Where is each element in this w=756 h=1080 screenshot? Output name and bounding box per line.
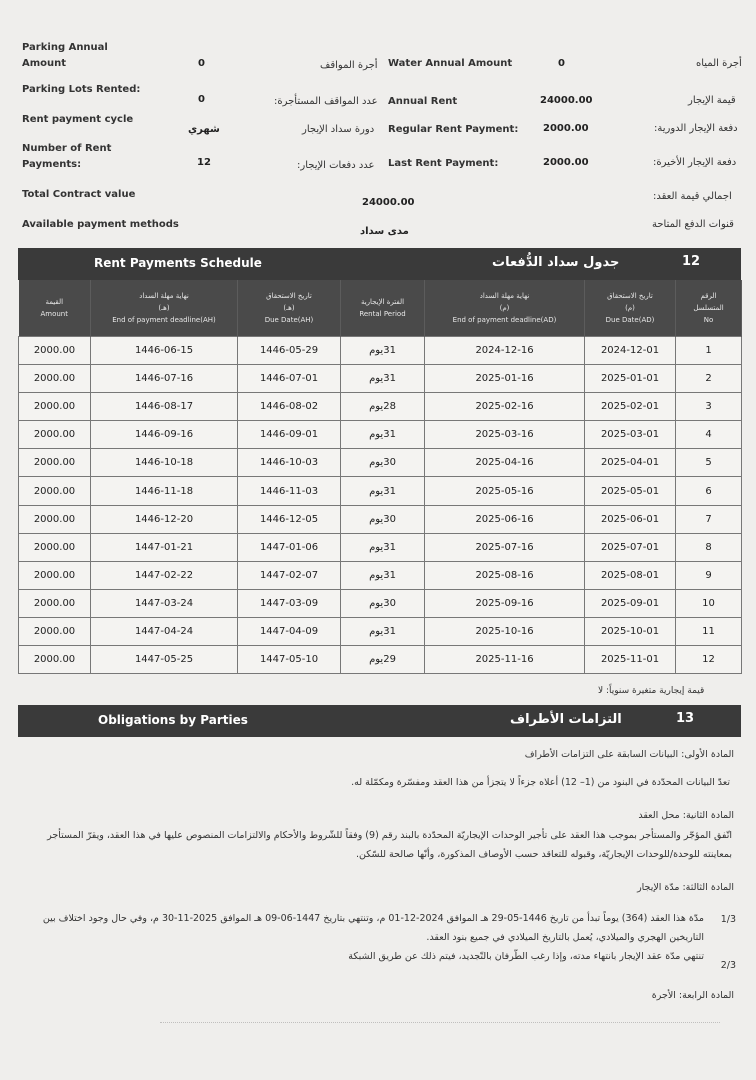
- cell-amount: 2000.00: [19, 449, 91, 477]
- cell-amount: 2000.00: [19, 421, 91, 449]
- rent-cycle-value: شهري: [188, 124, 220, 135]
- water-annual-value: 0: [558, 58, 565, 69]
- cell-end-ah: 1447-05-25: [91, 646, 238, 674]
- table-row: [19, 393, 742, 421]
- col-no-ar1: الرقم: [700, 292, 717, 300]
- cell-amount: 2000.00: [19, 646, 91, 674]
- cell-due-ah: 1446-12-05: [238, 505, 341, 533]
- cell-due-ad: 2025-02-01: [585, 393, 676, 421]
- last-payment-label: Last Rent Payment:: [388, 158, 499, 169]
- table-row: [19, 646, 742, 674]
- cell-period: 31يوم: [341, 421, 425, 449]
- total-contract-ar: اجمالي قيمة العقد:: [653, 191, 732, 202]
- cell-due-ah: 1447-03-09: [238, 589, 341, 617]
- cell-due-ad: 2025-06-01: [585, 505, 676, 533]
- schedule-title-ar: جدول سداد الدُّفعات: [492, 255, 620, 270]
- cell-end-ah: 1447-02-22: [91, 561, 238, 589]
- col-due-ah-header: [238, 280, 341, 337]
- cell-end-ad: 2025-06-16: [425, 505, 585, 533]
- parking-annual-label: Parking Annual Amount: [22, 42, 108, 69]
- water-annual-label: Water Annual Amount: [388, 58, 513, 69]
- cell-amount: 2000.00: [19, 393, 91, 421]
- obligations-number: 13: [676, 711, 695, 726]
- parking-lots-ar: عدد المواقف المستأجرة:: [274, 96, 378, 107]
- cell-period: 31يوم: [341, 477, 425, 505]
- cell-no: 4: [676, 421, 742, 449]
- cell-due-ad: 2025-03-01: [585, 421, 676, 449]
- cell-end-ad: 2025-05-16: [425, 477, 585, 505]
- cell-due-ah: 1446-10-03: [238, 449, 341, 477]
- schedule-header-row: [19, 280, 742, 337]
- payment-methods-label: Available payment methods: [22, 219, 179, 230]
- cell-due-ad: 2025-05-01: [585, 477, 676, 505]
- article4-title: المادة الرابعة: الأجرة: [651, 990, 734, 1001]
- table-row: [19, 533, 742, 561]
- payment-methods-ar: قنوات الدفع المتاحة: [652, 219, 734, 230]
- cell-due-ah: 1446-08-02: [238, 393, 341, 421]
- cell-end-ah: 1447-01-21: [91, 533, 238, 561]
- table-row: [19, 337, 742, 365]
- cell-no: 3: [676, 393, 742, 421]
- col-end-ah-header: [91, 280, 238, 337]
- cell-end-ah: 1447-03-24: [91, 589, 238, 617]
- cell-end-ad: 2025-07-16: [425, 533, 585, 561]
- cell-period: 29يوم: [341, 646, 425, 674]
- cell-end-ah: 1446-09-16: [91, 421, 238, 449]
- obligations-title-en: Obligations by Parties: [98, 713, 248, 727]
- cell-end-ad: 2025-01-16: [425, 365, 585, 393]
- table-row: [19, 561, 742, 589]
- col-due-ah-ar: تاريخ الاستحقاق: [266, 292, 312, 300]
- cell-period: 31يوم: [341, 561, 425, 589]
- rent-cycle-label: Rent payment cycle: [22, 114, 134, 125]
- table-row: [19, 617, 742, 645]
- col-no-en: No: [703, 316, 714, 324]
- regular-payment-label: Regular Rent Payment:: [388, 124, 519, 135]
- col-end-ad-header: [425, 280, 585, 337]
- num-payments-ar: عدد دفعات الإيجار:: [297, 160, 375, 171]
- cell-end-ah: 1446-12-20: [91, 505, 238, 533]
- total-contract-value: 24000.00: [362, 197, 415, 208]
- cell-end-ah: 1446-07-16: [91, 365, 238, 393]
- col-period-header: [341, 280, 425, 337]
- col-due-ad-ar: تاريخ الاستحقاق: [607, 292, 653, 300]
- last-payment-ar: دفعة الإيجار الأخيرة:: [653, 157, 737, 168]
- cell-end-ah: 1446-08-17: [91, 393, 238, 421]
- num-payments-value: 12: [197, 157, 211, 168]
- cell-end-ah: 1446-06-15: [91, 337, 238, 365]
- annual-rent-value: 24000.00: [540, 95, 593, 106]
- col-end-ah-h: (هـ): [158, 304, 170, 312]
- cell-end-ad: 2025-11-16: [425, 646, 585, 674]
- cell-no: 1: [676, 337, 742, 365]
- regular-payment-ar: دفعة الإيجار الدورية:: [654, 123, 738, 134]
- schedule-table: [18, 280, 742, 674]
- cell-end-ad: 2025-08-16: [425, 561, 585, 589]
- article2-title: المادة الثانية: محل العقد: [638, 810, 734, 821]
- cell-end-ad: 2025-10-16: [425, 617, 585, 645]
- col-due-ah-en: Due Date(AH): [264, 316, 314, 324]
- water-annual-ar: أجرة المياه: [696, 58, 742, 69]
- cell-no: 9: [676, 561, 742, 589]
- cell-due-ad: 2025-09-01: [585, 589, 676, 617]
- cell-due-ad: 2024-12-01: [585, 337, 676, 365]
- cell-due-ah: 1446-05-29: [238, 337, 341, 365]
- col-end-ad-en: End of payment deadline(AD): [452, 316, 557, 324]
- cell-amount: 2000.00: [19, 337, 91, 365]
- cell-due-ad: 2025-11-01: [585, 646, 676, 674]
- parking-lots-label: Parking Lots Rented:: [22, 84, 141, 95]
- col-no-ar2: المتسلسل: [693, 304, 724, 312]
- cell-amount: 2000.00: [19, 561, 91, 589]
- cell-amount: 2000.00: [19, 589, 91, 617]
- schedule-body: [19, 337, 742, 674]
- cell-no: 6: [676, 477, 742, 505]
- cell-period: 30يوم: [341, 589, 425, 617]
- variable-rent-note: قيمة إيجارية متغيرة سنوياً: لا: [598, 686, 705, 696]
- cell-no: 5: [676, 449, 742, 477]
- cell-end-ah: 1446-11-18: [91, 477, 238, 505]
- col-period-ar: الفترة الإيجارية: [360, 298, 405, 306]
- cell-due-ah: 1447-02-07: [238, 561, 341, 589]
- regular-payment-value: 2000.00: [543, 123, 589, 134]
- article1-title: المادة الأولى: البيانات السابقة على التزامات الأطراف: [524, 749, 734, 760]
- cell-due-ah: 1446-11-03: [238, 477, 341, 505]
- col-period-en: Rental Period: [359, 310, 406, 318]
- cell-no: 8: [676, 533, 742, 561]
- schedule-header-bar: [18, 248, 741, 280]
- cell-due-ah: 1446-07-01: [238, 365, 341, 393]
- cell-end-ad: 2025-04-16: [425, 449, 585, 477]
- cell-no: 7: [676, 505, 742, 533]
- article3-1-text: مدّة هذا العقد (364) يوماً تبدأ من تاريخ 1446-05-29 هـ الموافق 2024-12-01 م، وتنتهي بتاريخ 1447-06-09 هـ الموافق 2025-11-30 م، وفي حال وجود اختلاف بين التاريخين الهجري والميلادي، يُعمل بالتاريخ الميلادي في جميع بنود العقد.: [42, 913, 704, 943]
- cell-period: 31يوم: [341, 617, 425, 645]
- cell-end-ad: 2024-12-16: [425, 337, 585, 365]
- schedule-number: 12: [682, 254, 701, 269]
- table-row: [19, 365, 742, 393]
- cell-due-ad: 2025-04-01: [585, 449, 676, 477]
- cell-amount: 2000.00: [19, 365, 91, 393]
- cell-due-ah: 1447-05-10: [238, 646, 341, 674]
- col-end-ad-m: (م): [499, 304, 510, 312]
- col-due-ah-h: (هـ): [283, 304, 295, 312]
- cell-end-ad: 2025-09-16: [425, 589, 585, 617]
- cell-due-ah: 1447-04-09: [238, 617, 341, 645]
- article3-2-text: تنتهي مدّة عقد الإيجار بانتهاء مدته، وإذا رغب الطّرفان بالتّجديد، فيتم ذلك عن طريق الشبكة: [348, 951, 704, 962]
- num-payments-label: Number of Rent Payments:: [22, 143, 112, 170]
- obligations-header-bar: [18, 705, 741, 737]
- cell-due-ad: 2025-10-01: [585, 617, 676, 645]
- col-end-ad-ar: نهاية مهلة السداد: [479, 292, 530, 300]
- cell-due-ad: 2025-08-01: [585, 561, 676, 589]
- article2-text: اتّفق المؤجّر والمستأجر بموجب هذا العقد على تأجير الوحدات الإيجاريّة المحدّدة بالبند رقم (9) وفقاً للشّروط والأحكام والالتزامات المنصوص عليها في هذا العقد، ويقرّ المستأجر بمعاينته للوحدة/للوحدات الإيجاريّة، وقبوله للتعاقد حسب الأوصاف المذكورة، وأنّها صالحة للسّكن.: [47, 830, 732, 860]
- cell-period: 30يوم: [341, 505, 425, 533]
- table-row: [19, 589, 742, 617]
- cell-no: 11: [676, 617, 742, 645]
- payment-methods-value: مدى سداد: [360, 226, 409, 237]
- cell-due-ad: 2025-01-01: [585, 365, 676, 393]
- cell-period: 31يوم: [341, 337, 425, 365]
- parking-lots-value: 0: [198, 94, 205, 105]
- last-payment-value: 2000.00: [543, 157, 589, 168]
- article3-2-num: 2/3: [720, 960, 736, 971]
- col-no-header: [676, 280, 742, 337]
- col-due-ad-m: (م): [625, 304, 635, 312]
- cell-end-ah: 1446-10-18: [91, 449, 238, 477]
- cell-period: 30يوم: [341, 449, 425, 477]
- table-row: [19, 449, 742, 477]
- obligations-title-ar: التزامات الأطراف: [510, 712, 622, 727]
- cell-amount: 2000.00: [19, 533, 91, 561]
- cell-end-ad: 2025-02-16: [425, 393, 585, 421]
- cell-end-ad: 2025-03-16: [425, 421, 585, 449]
- cell-no: 10: [676, 589, 742, 617]
- col-amount-ar: القيمة: [45, 298, 64, 306]
- cell-amount: 2000.00: [19, 477, 91, 505]
- cell-period: 31يوم: [341, 533, 425, 561]
- col-amount-header: [19, 280, 91, 337]
- cell-amount: 2000.00: [19, 617, 91, 645]
- cell-no: 12: [676, 646, 742, 674]
- total-contract-label: Total Contract value: [22, 189, 136, 200]
- annual-rent-ar: قيمة الإيجار: [688, 95, 736, 106]
- col-due-ad-header: [585, 280, 676, 337]
- col-due-ad-en: Due Date(AD): [605, 316, 655, 324]
- article3-title: المادة الثالثة: مدّة الإيجار: [637, 882, 734, 893]
- schedule-title-en: Rent Payments Schedule: [94, 256, 262, 270]
- table-row: [19, 421, 742, 449]
- table-row: [19, 505, 742, 533]
- cell-due-ah: 1446-09-01: [238, 421, 341, 449]
- article3-1-num: 1/3: [720, 914, 736, 925]
- cell-due-ah: 1447-01-06: [238, 533, 341, 561]
- annual-rent-label: Annual Rent: [388, 96, 458, 107]
- cell-no: 2: [676, 365, 742, 393]
- rent-cycle-ar: دورة سداد الإيجار: [302, 124, 375, 135]
- article1-text: تعدّ البيانات المحدّدة في البنود من (1– 12) أعلاه جزءاً لا يتجزأ من هذا العقد ومفسّرة ومكمّلة له.: [351, 777, 730, 788]
- cell-amount: 2000.00: [19, 505, 91, 533]
- col-amount-en: Amount: [40, 310, 68, 318]
- cell-period: 28يوم: [341, 393, 425, 421]
- parking-annual-value: 0: [198, 58, 205, 69]
- cell-due-ad: 2025-07-01: [585, 533, 676, 561]
- col-end-ah-ar: نهاية مهلة السداد: [139, 292, 189, 300]
- col-end-ah-en: End of payment deadline(AH): [112, 316, 216, 324]
- cut-off-text-line: [160, 1022, 720, 1031]
- parking-annual-ar: أجرة المواقف: [320, 60, 378, 71]
- table-row: [19, 477, 742, 505]
- cell-period: 31يوم: [341, 365, 425, 393]
- cell-end-ah: 1447-04-24: [91, 617, 238, 645]
